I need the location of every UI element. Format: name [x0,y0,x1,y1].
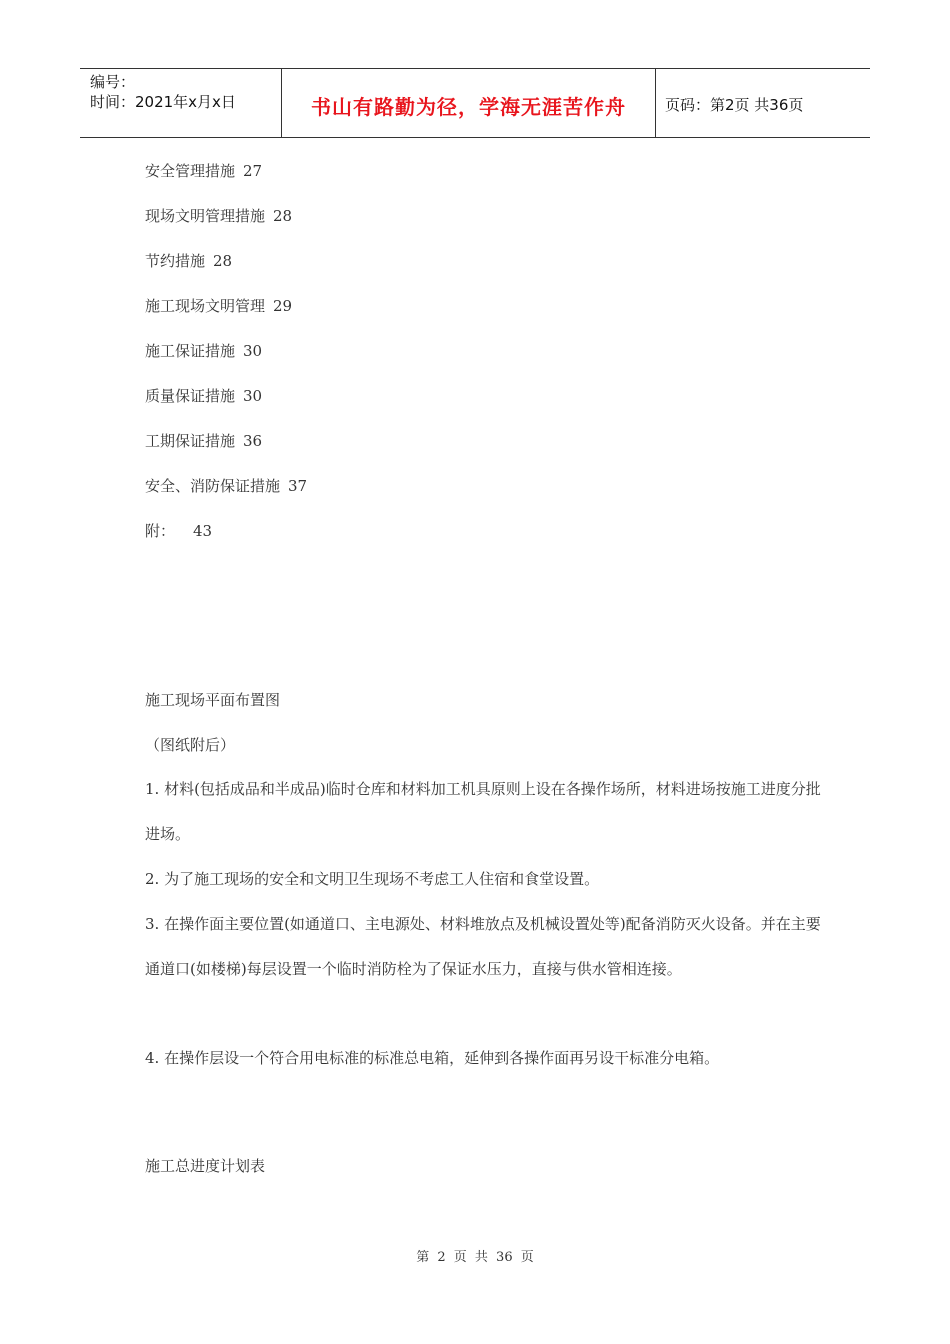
section-title-schedule: 施工总进度计划表 [145,1157,266,1175]
toc-item [145,520,307,565]
page-indicator: 页码：第2页 共36页 [665,96,804,114]
header-right-cell [655,69,870,137]
toc-page: 37 [288,477,308,495]
toc-item [145,430,307,475]
toc-item [145,295,307,340]
toc-item [145,475,307,520]
toc-title: 节约措施 [145,252,206,270]
toc-page: 28 [213,252,233,270]
toc-title: 施工现场文明管理 [145,297,266,315]
list-item-2: 2. 为了施工现场的安全和文明卫生现场不考虑工人住宿和食堂设置。 [145,870,600,888]
toc-title: 安全管理措施 [145,162,236,180]
toc-page: 36 [243,432,263,450]
toc-page: 30 [243,342,263,360]
toc-title: 施工保证措施 [145,342,236,360]
list-item-4: 4. 在操作层设一个符合用电标准的标准总电箱，延伸到各操作面再另设干标准分电箱。 [145,1049,720,1067]
toc-item [145,160,307,205]
toc-page: 43 [193,522,213,540]
toc-title: 现场文明管理措施 [145,207,266,225]
drawing-note: （图纸附后） [145,736,236,754]
toc-page: 29 [273,297,293,315]
toc-item [145,250,307,295]
toc-page: 28 [273,207,293,225]
page-header [80,68,870,138]
toc-item [145,340,307,385]
toc-page: 30 [243,387,263,405]
toc-title: 质量保证措施 [145,387,236,405]
header-left-cell [80,69,281,137]
number-label: 编号： [90,73,136,91]
toc-title: 附： [145,522,176,540]
toc-item [145,385,307,430]
section-title-site-layout: 施工现场平面布置图 [145,691,281,709]
page-footer: 第 2 页 共 36 页 [416,1250,534,1265]
toc-item [145,205,307,250]
list-item-3: 3. 在操作面主要位置(如通道口、主电源处、材料堆放点及机械设置处等)配备消防灭火设备。并在主要通道口(如楼梯)每层设置一个临时消防栓为了保证水压力，直接与供水管相连接。 [145,915,821,978]
header-motto-cell [281,69,656,137]
list-item-1: 1. 材料(包括成品和半成品)临时仓库和材料加工机具原则上设在各操作场所，材料进场按施工进度分批进场。 [145,780,821,843]
motto: 书山有路勤为径，学海无涯苦作舟 [311,95,626,119]
time-label: 时间：2021年x月x日 [90,93,236,111]
table-of-contents [145,160,307,565]
toc-title: 安全、消防保证措施 [145,477,281,495]
toc-title: 工期保证措施 [145,432,236,450]
toc-page: 27 [243,162,263,180]
